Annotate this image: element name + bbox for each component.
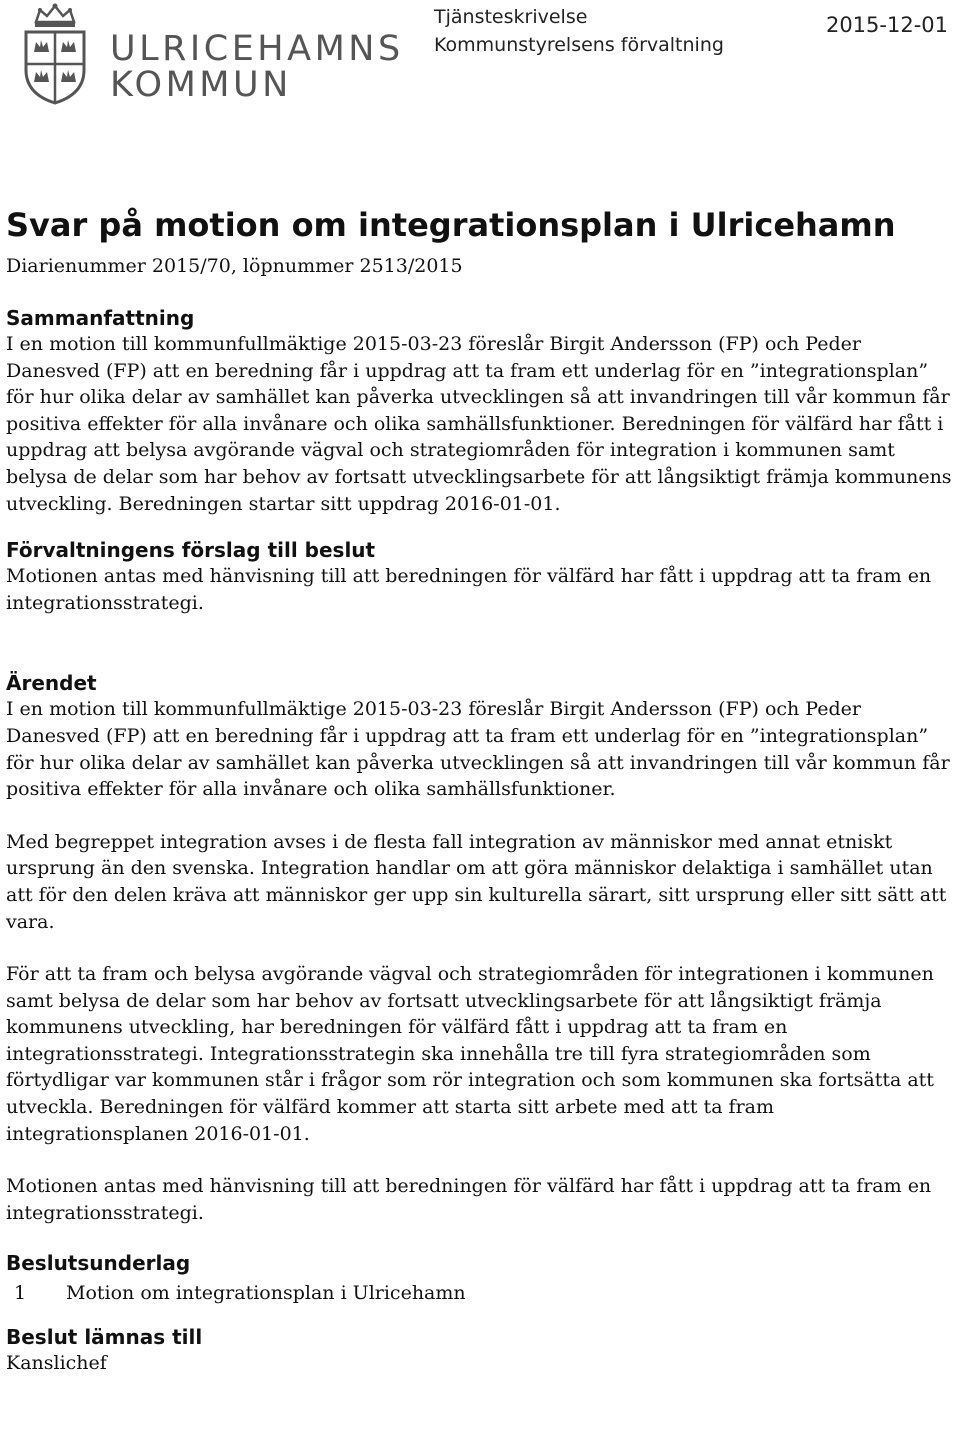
section-paragraph: I en motion till kommunfullmäktige 2015-03-23 föreslår Birgit Andersson (FP) och Peder Danesved (FP) att en beredning får i uppdrag att ta fram ett underlag för en ”integrationsplan” för hur olika delar av samhället kan påverka utvecklingen så att invandringen till vår kommun får positiva effekter för alla invånare och olika samhällsfunktioner. Beredningen för välfärd har fått i uppdrag att belysa avgörande vägval och strategiområden för integration i kommunen samt belysa de delar som har behov av fortsatt utvecklingsarbete för att långsiktigt främja kommunens utveckling. Beredningen startar sitt uppdrag 2016-01-01.	[6, 333, 952, 515]
document-body	[6, 203, 952, 1377]
section-heading: Beslutsunderlag	[6, 1251, 191, 1276]
section-paragraph: För att ta fram och belysa avgörande vägval och strategiområden för integrationen i kommunen samt belysa de delar som har behov av fortsatt utvecklingsarbete för att långsiktigt främja kommunens utveckling, har beredningen för välfärd fått i uppdrag att ta fram en integrationsstrategi. Integrationsstrategin ska innehålla tre till fyra strategiområden som förtydligar var kommunen står i frågor som rör integration och som kommunen ska fortsätta att utveckla. Beredningen för välfärd kommer att starta sitt arbete med att ta fram integrationsplanen 2016-01-01.	[6, 963, 934, 1145]
document-type: Tjänsteskrivelse	[434, 6, 588, 28]
recipient: Kanslichef	[6, 1352, 107, 1375]
section-forslag	[6, 537, 952, 616]
section-paragraph: Motionen antas med hänvisning till att beredningen för välfärd har fått i uppdrag att ta fram en integrationsstrategi.	[6, 1175, 932, 1224]
section-sammanfattning	[6, 305, 952, 517]
section-heading: Beslut lämnas till	[6, 1325, 203, 1350]
list-item	[6, 1278, 952, 1308]
logo-text-line2: KOMMUN	[110, 65, 292, 105]
section-beslutsunderlag	[6, 1250, 952, 1308]
diarienummer: Diarienummer 2015/70, löpnummer 2513/2015	[6, 255, 463, 277]
section-arendet	[6, 670, 952, 1226]
attachment-number: 1	[14, 1282, 27, 1305]
section-heading: Sammanfattning	[6, 306, 195, 330]
page-title: Svar på motion om integrationsplan i Ulricehamn	[6, 206, 896, 244]
municipality-logo	[6, 2, 404, 107]
section-heading: Ärendet	[6, 671, 97, 696]
document-date: 2015-12-01	[825, 13, 948, 37]
department-name: Kommunstyrelsens förvaltning	[434, 34, 724, 56]
section-paragraph: I en motion till kommunfullmäktige 2015-03-23 föreslår Birgit Andersson (FP) och Peder Danesved (FP) att en beredning får i uppdrag att ta fram ett underlag för en ”integrationsplan” för hur olika delar av samhället kan påverka utvecklingen så att invandringen till vår kommun får positiva effekter för alla invånare och olika samhällsfunktioner.	[6, 698, 950, 801]
coat-of-arms-icon	[6, 2, 104, 107]
section-paragraph: Motionen antas med hänvisning till att beredningen för välfärd har fått i uppdrag att ta fram en integrationsstrategi.	[6, 565, 932, 614]
attachment-label: Motion om integrationsplan i Ulricehamn	[66, 1282, 466, 1305]
section-paragraph: Med begreppet integration avses i de flesta fall integration av människor med annat etniskt ursprung än den svenska. Integration handlar om att göra människor delaktiga i samhället utan att för den delen kräva att människor ger upp sin kulturella särart, sitt ursprung eller sitt sätt att vara.	[6, 830, 947, 933]
section-heading: Förvaltningens förslag till beslut	[6, 538, 376, 563]
logo-text-line1: ULRICEHAMNS	[110, 29, 404, 69]
section-beslut-lamnas	[6, 1324, 952, 1377]
